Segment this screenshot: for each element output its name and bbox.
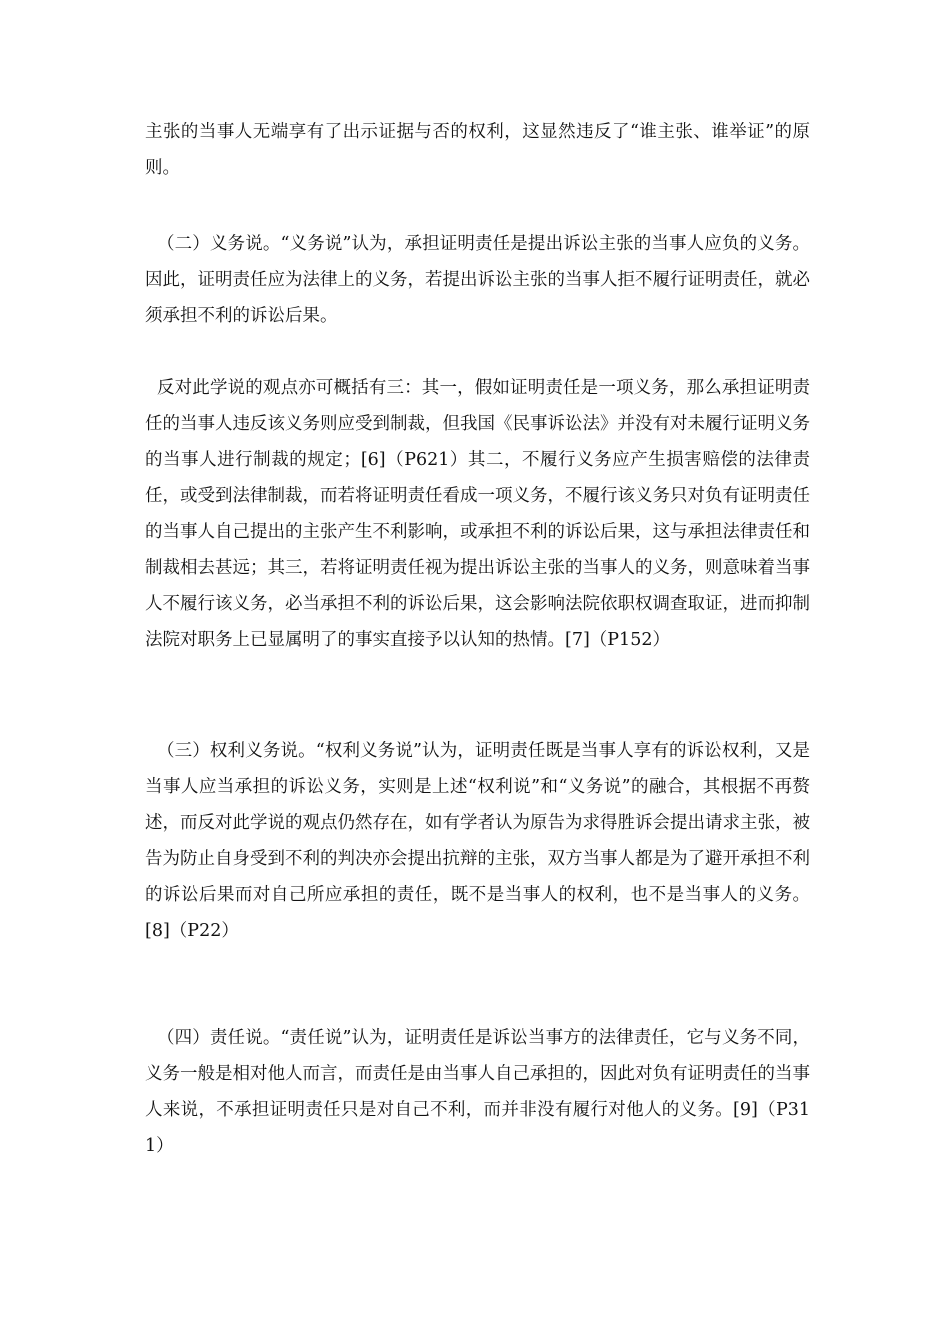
paragraph-right-obligation-theory: （三）权利义务说。“权利义务说”认为，证明责任既是当事人享有的诉讼权利，又是当事人应当承担的诉讼义务，实则是上述“权利说”和“义务说”的融合，其根据不再赘述，而反对此学说的观点仍然存在，如有学者认为原告为求得胜诉会提出请求主张，被告为防止自身受到不利的判决亦会提出抗辩的主张，双方当事人都是为了避开承担不利的诉讼后果而对自己所应承担的责任，既不是当事人的权利，也不是当事人的义务。[8]（P22） [145,741,810,941]
paragraph-obligation-theory: （二）义务说。“义务说”认为，承担证明责任是提出诉讼主张的当事人应负的义务。因此，证明责任应为法律上的义务，若提出诉讼主张的当事人拒不履行证明责任，就必须承担不利的诉讼后果。 [145,234,810,326]
paragraph-responsibility-theory: （四）责任说。“责任说”认为，证明责任是诉讼当事方的法律责任，它与义务不同，义务一般是相对他人而言，而责任是由当事人自己承担的，因此对负有证明责任的当事人来说，不承担证明责任只是对自己不利，而并非没有履行对他人的义务。[9]（P311） [145,1028,810,1156]
paragraph-objections: 反对此学说的观点亦可概括有三：其一，假如证明责任是一项义务，那么承担证明责任的当事人违反该义务则应受到制裁，但我国《民事诉讼法》并没有对未履行证明义务的当事人进行制裁的规定；[6]（P621）其二，不履行义务应产生损害赔偿的法律责任，或受到法律制裁，而若将证明责任看成一项义务，不履行该义务只对负有证明责任的当事人自己提出的主张产生不利影响，或承担不利的诉讼后果，这与承担法律责任和制裁相去甚远；其三，若将证明责任视为提出诉讼主张的当事人的义务，则意味着当事人不履行该义务，必当承担不利的诉讼后果，这会影响法院依职权调查取证，进而抑制法院对职务上已显属明了的事实直接予以认知的热情。[7]（P152） [145,378,810,650]
paragraph-continuation: 主张的当事人无端享有了出示证据与否的权利，这显然违反了“谁主张、谁举证”的原则。 [145,122,810,178]
